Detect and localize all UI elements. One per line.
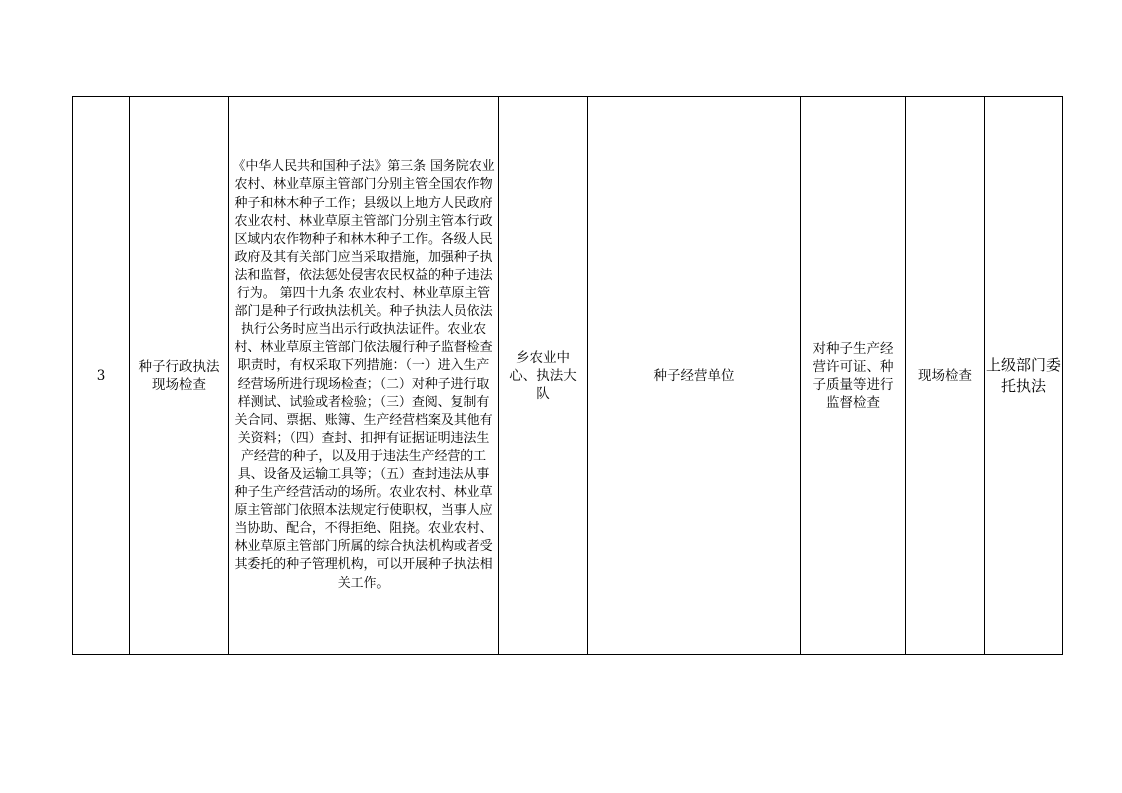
row-index: 3 (96, 367, 106, 384)
implementing-body: 乡农业中心、执法大队 (509, 349, 577, 402)
cell-index (73, 97, 130, 655)
inspection-method: 现场检查 (918, 367, 972, 384)
cell-content (801, 97, 906, 655)
item-name: 种子行政执法现场检查 (138, 358, 220, 393)
cell-legal-basis (229, 97, 499, 655)
cell-source (985, 97, 1063, 655)
inspection-target: 种子经营单位 (653, 367, 735, 384)
table-row (73, 97, 1063, 655)
cell-implementing-body (499, 97, 588, 655)
inspection-table (72, 96, 1063, 655)
legal-basis-text: 《中华人民共和国种子法》第三条 国务院农业农村、林业草原主管部门分别主管全国农作物种子和林木种子工作；县级以上地方人民政府农业农村、林业草原主管部门分别主管本行政区域内农作物种子和林木种子工作。各级人民政府及其有关部门应当采取措施，加强种子执法和监督，依法惩处侵害农民权益的种子违法行为。 第四十九条 农业农村、林业草原主管部门是种子行政执法机关。种子执法人员依法执行公务时应当出示行政执法证件。农业农村、林业草原主管部门依法履行种子监督检查职责时，有权采取下列措施：（一）进入生产经营场所进行现场检查；（二）对种子进行取样测试、试验或者检验；（三）查阅、复制有关合同、票据、账簿、生产经营档案及其他有关资料；（四）查封、扣押有证据证明违法生产经营的种子，以及用于违法生产经营的工具、设备及运输工具等；（五）查封违法从事种子生产经营活动的场所。农业农村、林业草原主管部门依照本法规定行使职权，当事人应当协助、配合，不得拒绝、阻挠。农业农村、林业草原主管部门所属的综合执法机构或者受其委托的种子管理机构，可以开展种子执法相关工作。 (232, 159, 495, 591)
inspection-content: 对种子生产经营许可证、种子质量等进行监督检查 (812, 340, 894, 411)
cell-method (906, 97, 985, 655)
cell-item-name (130, 97, 229, 655)
cell-target (588, 97, 801, 655)
enforcement-source: 上级部门委托执法 (985, 355, 1061, 395)
